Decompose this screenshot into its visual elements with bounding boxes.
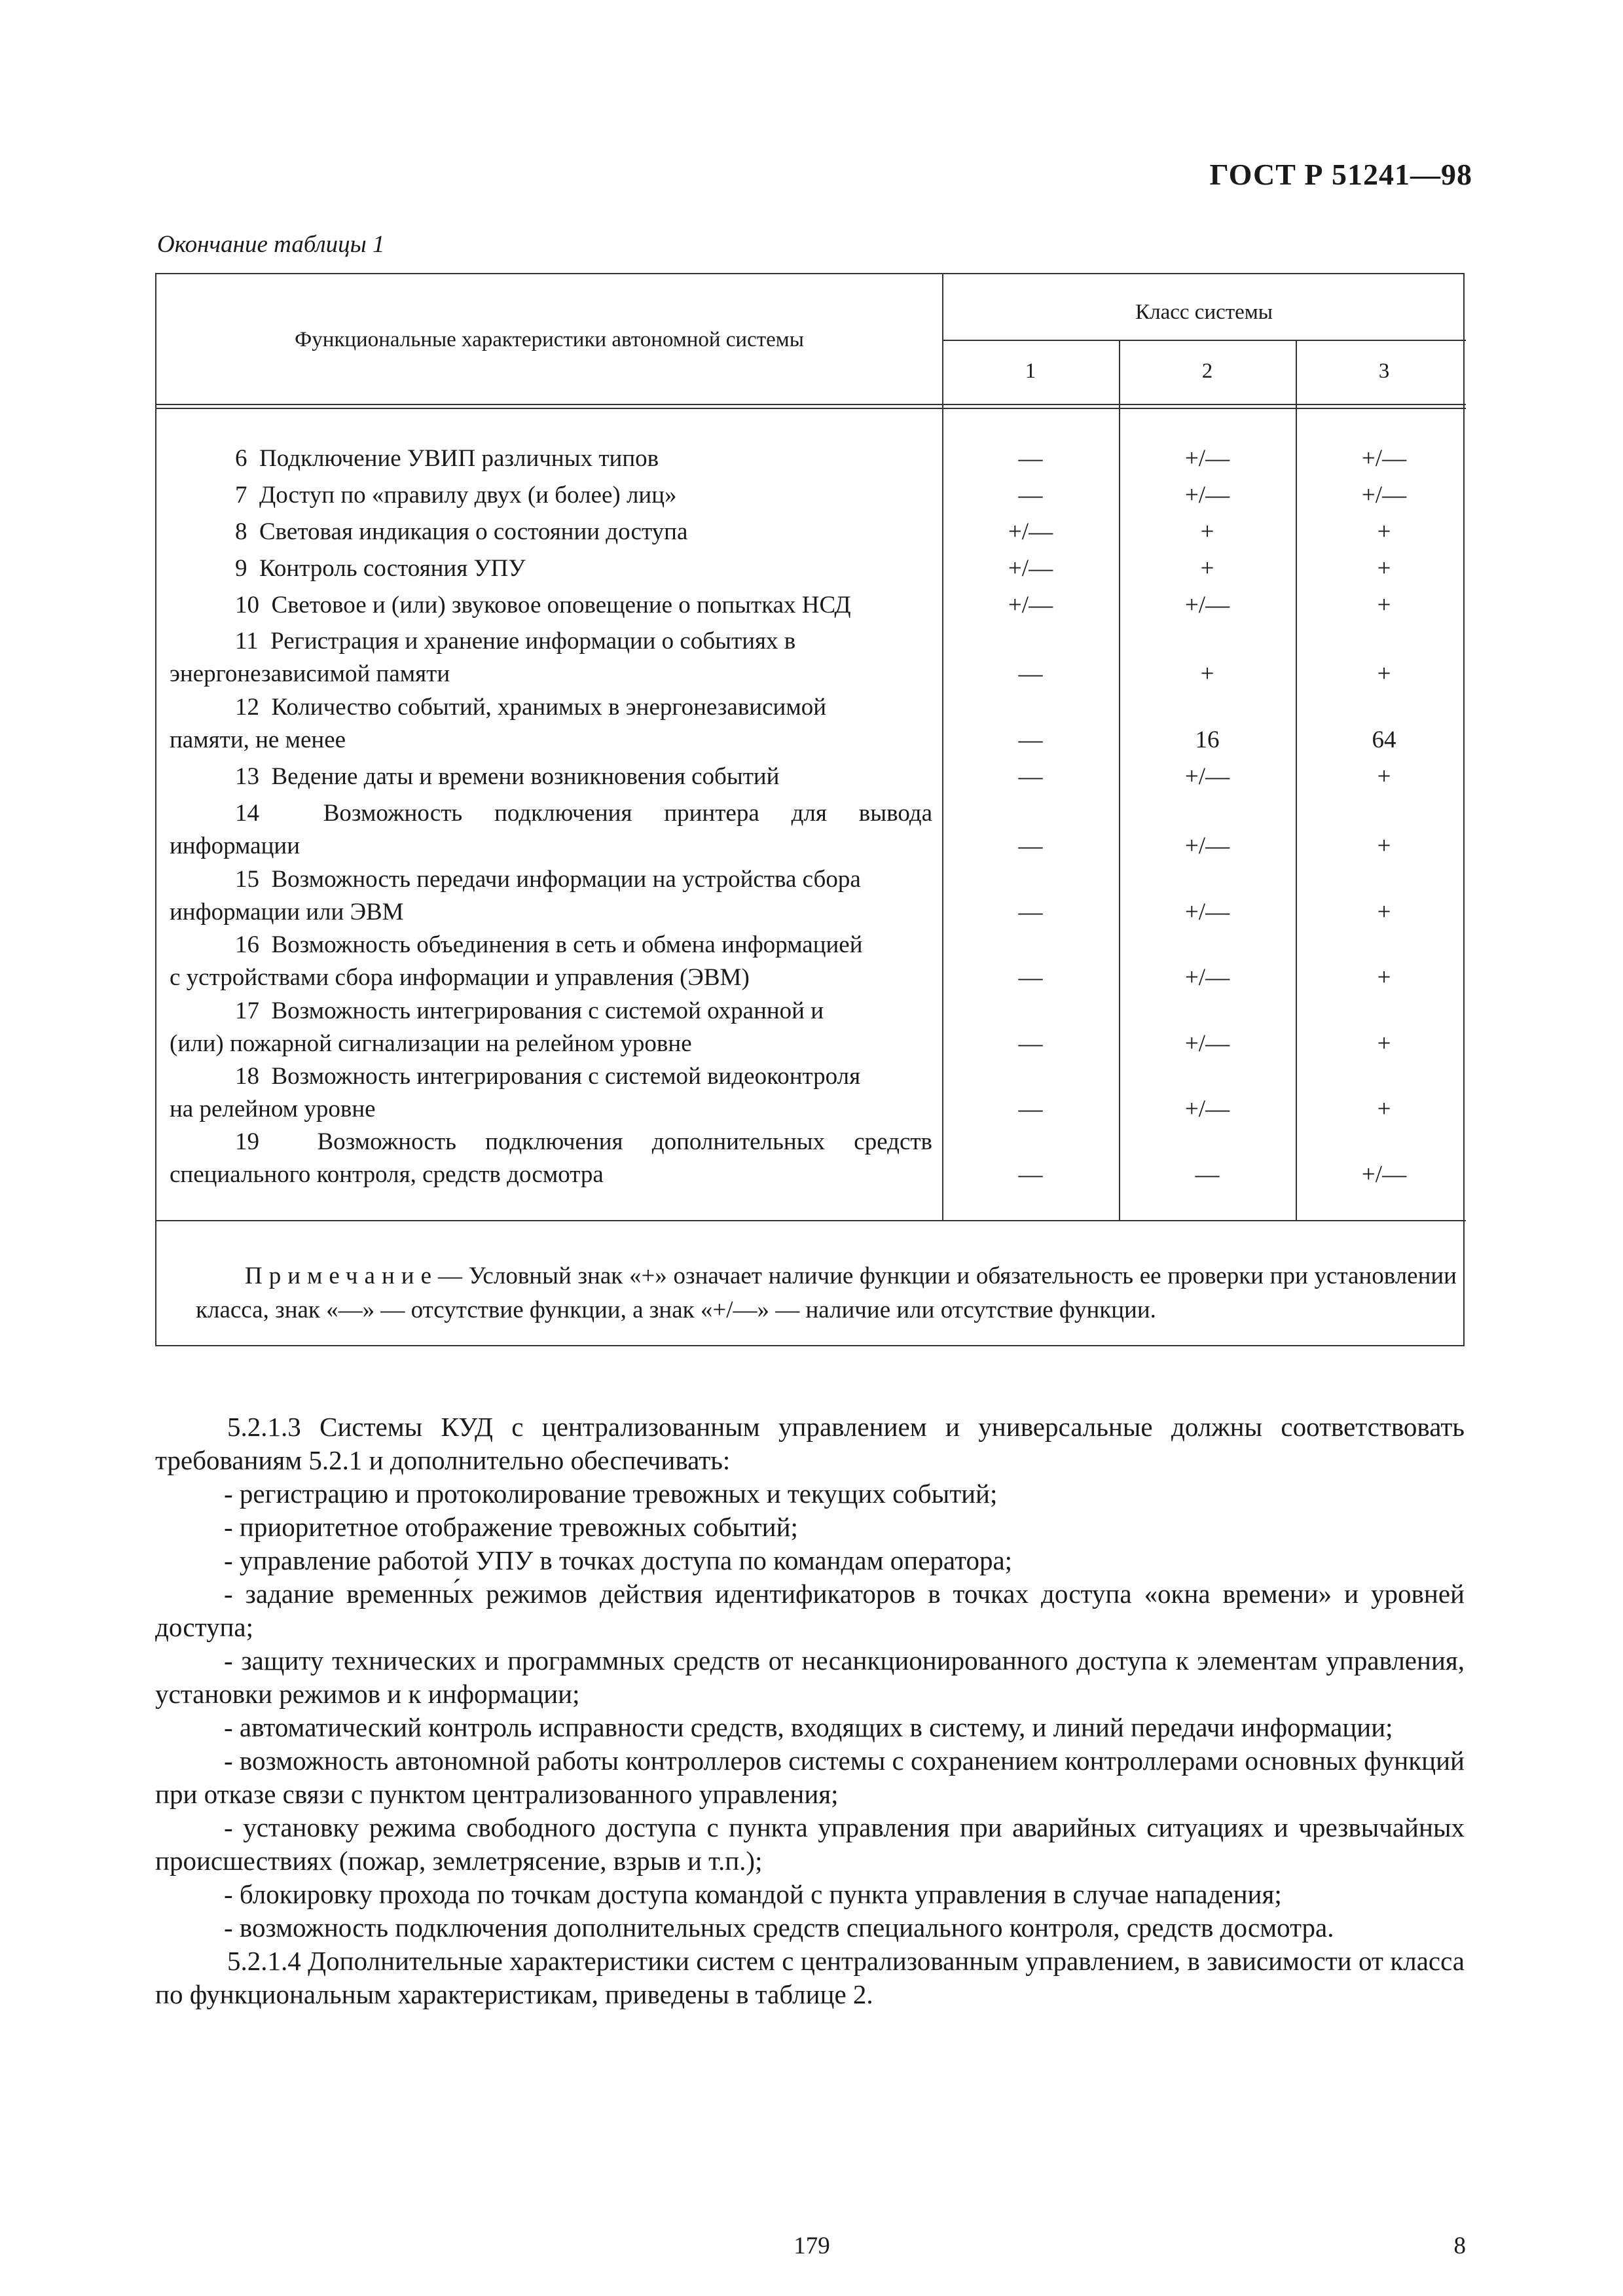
row-text-line1: Регистрация и хранение информации о событиях в	[270, 628, 796, 655]
table-row	[170, 552, 932, 585]
row-number: 15	[235, 866, 259, 893]
cell-class-1: —	[1018, 1096, 1043, 1122]
row-text-line1: Возможность интегрирования с системой видеоконтроля	[271, 1063, 861, 1090]
table-row	[170, 479, 932, 512]
cell-class-2: +/—	[1184, 833, 1230, 859]
cell-class-3: +	[1377, 660, 1391, 687]
table-row	[170, 863, 932, 929]
functional-characteristics-table	[155, 273, 1465, 1346]
column-header-characteristics: Функциональные характеристики автономной системы	[295, 327, 804, 351]
row-text-line2: памяти, не менее	[170, 726, 346, 753]
list-item: - установку режима свободного доступа с пункта управления при аварийных ситуациях и чрезвычайных происшествиях (пожар, землетрясение, взрыв и т.п.);	[155, 1812, 1465, 1876]
cell-class-3: +/—	[1361, 445, 1407, 472]
cell-class-1: +/—	[1008, 555, 1053, 582]
row-text-line1: Возможность подключения дополнительных средств	[317, 1128, 933, 1155]
row-number: 14	[235, 800, 259, 827]
table-row	[170, 761, 932, 793]
page-number-right: 8	[1453, 2233, 1466, 2259]
row-number: 13	[235, 763, 259, 790]
document-code: ГОСТ Р 51241—98	[1209, 158, 1472, 191]
cell-class-2: —	[1195, 1161, 1220, 1188]
cell-class-1: +/—	[1008, 592, 1053, 619]
row-text: Доступ по «правилу двух (и более) лиц»	[259, 482, 677, 509]
row-text-line2: информации	[170, 833, 301, 859]
cell-class-2: +	[1200, 660, 1214, 687]
cell-class-3: +/—	[1361, 482, 1407, 509]
table-row	[170, 995, 932, 1060]
header-divider	[942, 340, 1466, 341]
cell-class-3: +	[1377, 833, 1391, 859]
table-row	[170, 516, 932, 548]
cell-class-1: —	[1018, 964, 1043, 991]
row-number: 8	[235, 518, 247, 545]
row-text-line1: Возможность интегрирования с системой охранной и	[271, 997, 824, 1024]
body-text	[155, 1410, 1465, 2011]
row-text-line2: энергонезависимой памяти	[170, 660, 450, 687]
list-item: - возможность подключения дополнительных средств специального контроля, средств досмотра.	[224, 1912, 1334, 1943]
row-number: 18	[235, 1063, 259, 1090]
table-row	[170, 797, 932, 863]
cell-class-1: —	[1018, 445, 1043, 472]
cell-class-1: —	[1018, 833, 1043, 859]
table-row	[170, 625, 932, 691]
cell-class-2: +	[1200, 555, 1214, 582]
cell-class-3: 64	[1372, 726, 1396, 753]
table-row	[170, 589, 932, 622]
row-text-line2: с устройствами сбора информации и управления (ЭВМ)	[170, 964, 750, 991]
list-item: - управление работой УПУ в точках доступа по командам оператора;	[224, 1545, 1013, 1575]
table-row	[170, 691, 932, 757]
cell-class-3: +	[1377, 555, 1391, 582]
row-text-line1: Возможность объединения в сеть и обмена информацией	[271, 931, 863, 958]
class-number-1: 1	[1025, 359, 1036, 383]
cell-class-2: +/—	[1184, 1030, 1230, 1057]
row-number: 6	[235, 445, 247, 472]
cell-class-2: +/—	[1184, 592, 1230, 619]
table-row	[170, 1060, 932, 1126]
class-number-3: 3	[1378, 359, 1390, 383]
cell-class-1: —	[1018, 660, 1043, 687]
cell-class-2: +/—	[1184, 482, 1230, 509]
class-number-2: 2	[1201, 359, 1213, 383]
table-row	[170, 1126, 932, 1191]
list-item: - регистрацию и протоколирование тревожных и текущих событий;	[224, 1479, 998, 1509]
row-number: 11	[235, 628, 259, 655]
row-number: 12	[235, 694, 259, 721]
cell-class-3: +	[1377, 964, 1391, 991]
cell-class-2: +	[1200, 518, 1214, 545]
list-item: - возможность автономной работы контроллеров системы с сохранением контроллерами основных функций при отказе связи с пунктом централизованного управления;	[155, 1746, 1465, 1809]
row-text-line2: специального контроля, средств досмотра	[170, 1161, 604, 1188]
page-number-center: 179	[793, 2233, 830, 2259]
table-row	[170, 929, 932, 994]
header-bottom-line-double	[156, 408, 1466, 409]
cell-class-3: +	[1377, 592, 1391, 619]
list-item: - приоритетное отображение тревожных событий;	[224, 1512, 798, 1542]
cell-class-1: —	[1018, 726, 1043, 753]
row-text-line2: на релейном уровне	[170, 1096, 376, 1122]
note-label: Примечание	[245, 1263, 438, 1289]
row-text: Контроль состояния УПУ	[259, 555, 526, 582]
row-number: 17	[235, 997, 259, 1024]
table-caption: Окончание таблицы 1	[157, 231, 385, 258]
cell-class-3: +	[1377, 1030, 1391, 1057]
row-text-line1: Возможность подключения принтера для вывода	[323, 800, 932, 827]
cell-class-3: +	[1377, 899, 1391, 925]
row-text-line2: (или) пожарной сигнализации на релейном уровне	[170, 1030, 692, 1057]
cell-class-1: —	[1018, 899, 1043, 925]
row-number: 9	[235, 555, 247, 582]
cell-class-2: +/—	[1184, 445, 1230, 472]
paragraph-5-2-1-3: 5.2.1.3 Системы КУД с централизованным управлением и универсальные должны соответствовать требованиям 5.2.1 и дополнительно обеспечивать:	[155, 1412, 1465, 1475]
cell-class-2: +/—	[1184, 763, 1230, 790]
row-number: 7	[235, 482, 247, 509]
table-note	[196, 1259, 1457, 1327]
cell-class-2: +/—	[1184, 899, 1230, 925]
row-text: Световое и (или) звуковое оповещение о попытках НСД	[271, 592, 851, 619]
row-number: 10	[235, 592, 259, 619]
row-text: Световая индикация о состоянии доступа	[259, 518, 688, 545]
cell-class-3: +	[1377, 763, 1391, 790]
row-text: Подключение УВИП различных типов	[259, 445, 659, 472]
cell-class-3: +	[1377, 1096, 1391, 1122]
column-header-class: Класс системы	[1135, 300, 1273, 324]
table-row	[170, 442, 932, 475]
cell-class-2: 16	[1195, 726, 1220, 753]
row-text: Ведение даты и времени возникновения событий	[271, 763, 780, 790]
row-number: 16	[235, 931, 259, 958]
cell-class-2: +/—	[1184, 964, 1230, 991]
note-text: — Условный знак «+» означает наличие функции и обязательность ее проверки при установлении класса, знак «—» — отсутствие функции, а знак «+/—» — наличие или отсутствие функции.	[196, 1263, 1457, 1323]
row-text-line2: информации или ЭВМ	[170, 899, 404, 925]
list-item: - автоматический контроль исправности средств, входящих в систему, и линий передачи информации;	[224, 1712, 1393, 1742]
cell-class-1: —	[1018, 763, 1043, 790]
row-text-line1: Количество событий, хранимых в энергонезависимой	[271, 694, 827, 721]
cell-class-1: —	[1018, 1030, 1043, 1057]
paragraph-5-2-1-4: 5.2.1.4 Дополнительные характеристики систем с централизованным управлением, в зависимости от класса по функциональным характеристикам, приведены в таблице 2.	[155, 1946, 1465, 2009]
row-text-line1: Возможность передачи информации на устройства сбора	[271, 866, 861, 893]
cell-class-1: —	[1018, 482, 1043, 509]
note-separator	[156, 1220, 1466, 1221]
cell-class-3: +/—	[1361, 1161, 1407, 1188]
cell-class-1: +/—	[1008, 518, 1053, 545]
cell-class-1: —	[1018, 1161, 1043, 1188]
list-item: - блокировку прохода по точкам доступа командой с пункта управления в случае нападения;	[224, 1879, 1282, 1909]
list-item: - задание временны́х режимов действия идентификаторов в точках доступа «окна времени» и уровней доступа;	[155, 1579, 1465, 1642]
cell-class-3: +	[1377, 518, 1391, 545]
row-number: 19	[235, 1128, 259, 1155]
cell-class-2: +/—	[1184, 1096, 1230, 1122]
list-item: - защиту технических и программных средств от несанкционированного доступа к элементам управления, установки режимов и к информации;	[155, 1645, 1465, 1709]
